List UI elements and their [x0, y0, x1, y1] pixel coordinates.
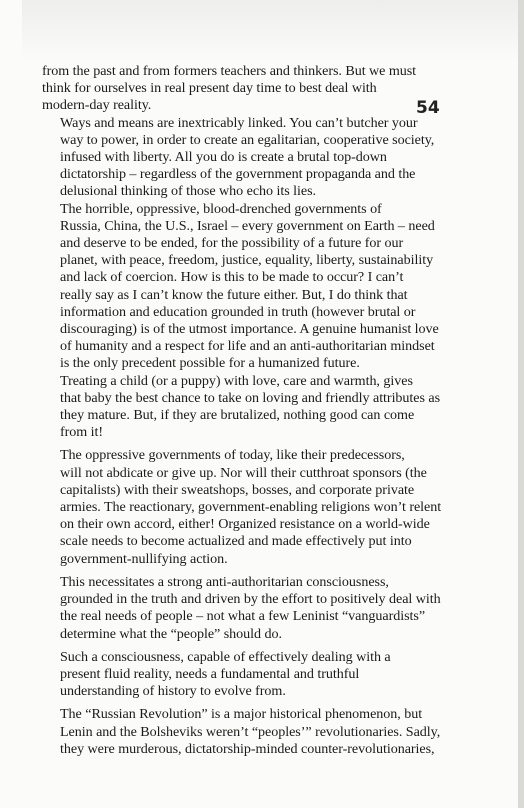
text-line: from it! [60, 424, 104, 441]
text-line: dictatorship – regardless of the government propaganda and the [60, 166, 416, 183]
handwritten-page-number: 54 [416, 98, 440, 118]
paragraph [42, 447, 462, 567]
text-line: the real needs of people – not what a few Leninist “vanguardists” [60, 608, 426, 625]
text-line: from the past and from formers teachers and thinkers. But we must [42, 63, 417, 79]
text-line: Treating a child (or a puppy) with love, care and warmth, gives [60, 372, 413, 389]
text-line: capitalists) with their sweatshops, bosses, and corporate private [60, 481, 415, 498]
body-text [42, 63, 462, 758]
text-line: The oppressive governments of today, like their predecessors, [60, 447, 405, 464]
text-line: Russia, China, the U.S., Israel – every government on Earth – need [60, 217, 435, 234]
paragraph [42, 373, 462, 442]
text-line: This necessitates a strong anti-authoritarian consciousness, [60, 573, 389, 590]
paragraph [42, 574, 462, 643]
text-line: will not abdicate or give up. Nor will their cutthroat sponsors (the [60, 464, 427, 481]
text-line: is the only precedent possible for a humanized future. [60, 355, 360, 372]
text-line: grounded in the truth and driven by the effort to positively deal with [60, 591, 441, 608]
text-line: Such a consciousness, capable of effectively dealing with a [60, 648, 391, 665]
text-line: The horrible, oppressive, blood-drenched governments of [60, 200, 382, 217]
text-line: understanding of history to evolve from. [60, 683, 286, 700]
paragraph [42, 63, 462, 115]
paragraph [42, 115, 462, 201]
text-line: The “Russian Revolution” is a major historical phenomenon, but [60, 706, 423, 723]
text-line: Lenin and the Bolsheviks weren’t “peoples’” revolutionaries. Sadly, [60, 723, 441, 740]
text-line: way to power, in order to create an egalitarian, cooperative society, [60, 131, 435, 148]
text-line: really say as I can’t know the future either. But, I do think that [60, 286, 408, 303]
text-line: government-nullifying action. [60, 550, 228, 567]
text-line: discouraging) is of the utmost importance. A genuine humanist love [60, 321, 439, 338]
text-line: planet, with peace, freedom, justice, equality, liberty, sustainability [60, 252, 434, 269]
text-line: think for ourselves in real present day time to best deal with [42, 80, 377, 97]
text-line: of humanity and a respect for life and an anti-authoritarian mindset [60, 338, 435, 355]
show-through-from-previous-page [22, 0, 524, 60]
text-line: armies. The reactionary, government-enabling religions won’t relent [60, 499, 442, 516]
text-line: present fluid reality, needs a fundamental and truthful [60, 665, 360, 682]
text-line: that baby the best chance to take on loving and friendly attributes as [60, 389, 441, 406]
paragraph [42, 649, 462, 701]
page-edge-shadow [518, 0, 524, 808]
text-line: they mature. But, if they are brutalized, nothing good can come [60, 407, 415, 424]
text-line: and lack of coercion. How is this to be made to occur? I can’t [60, 269, 404, 286]
text-line: scale needs to become actualized and made effectively put into [60, 533, 412, 550]
text-line: infused with liberty. All you do is create a brutal top-down [60, 149, 387, 166]
text-line: and deserve to be ended, for the possibility of a future for our [60, 235, 404, 252]
text-line: information and education grounded in truth (however brutal or [60, 303, 416, 320]
text-line: delusional thinking of those who echo its lies. [60, 183, 317, 200]
paragraph [42, 201, 462, 373]
text-line: Ways and means are inextricably linked. You can’t butcher your [60, 114, 418, 131]
paragraph [42, 706, 462, 758]
text-line: on their own accord, either! Organized resistance on a world-wide [60, 516, 430, 533]
text-line: determine what the “people” should do. [60, 625, 282, 642]
text-line: modern-day reality. [42, 97, 152, 114]
text-line: they were murderous, dictatorship-minded counter-revolutionaries, [60, 740, 435, 757]
